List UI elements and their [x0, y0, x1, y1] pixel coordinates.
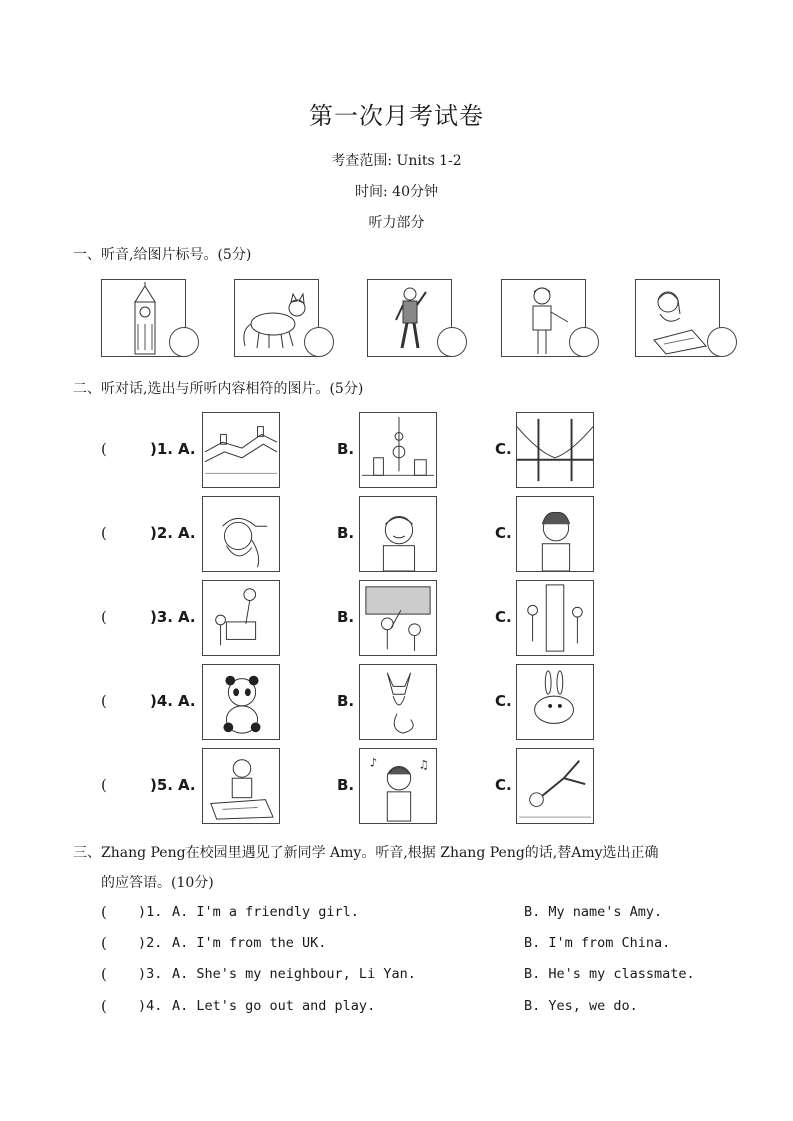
classroom-hand-up-illustration [360, 581, 436, 655]
option-label-a: A. [178, 692, 196, 710]
page-title: 第一次月考试卷 [309, 102, 484, 130]
answer-circle[interactable] [437, 327, 467, 357]
option-a-text: A. She's my neighbour, Li Yan. [172, 966, 416, 982]
svg-text:♫: ♫ [418, 757, 429, 772]
s1-picture-cat [234, 279, 334, 359]
answer-circle[interactable] [707, 327, 737, 357]
exam-time: 时间: 40分钟 [355, 184, 438, 200]
rabbit-illustration [517, 665, 593, 739]
answer-bracket-open[interactable]: ( [101, 903, 107, 921]
boy-drawing-illustration [203, 749, 279, 823]
boy-singing-illustration [360, 749, 436, 823]
option-picture-fox[interactable] [359, 664, 437, 740]
question-number: )4. [138, 998, 163, 1014]
option-label-a: A. [178, 608, 196, 626]
option-b-text: B. I'm from China. [524, 935, 671, 951]
option-label-c: C. [495, 440, 512, 458]
question-number: )2. [150, 524, 173, 542]
girl-cap-illustration [203, 497, 279, 571]
carrying-box-illustration [203, 581, 279, 655]
answer-bracket-open[interactable]: ( [101, 965, 107, 983]
option-picture-dancing[interactable] [516, 748, 594, 824]
option-label-c: C. [495, 692, 512, 710]
answer-bracket-open[interactable]: ( [101, 524, 107, 542]
option-picture-boy-smiling[interactable] [359, 496, 437, 572]
option-label-b: B. [337, 440, 355, 458]
answer-circle[interactable] [169, 327, 199, 357]
option-label-a: A. [178, 440, 196, 458]
answer-circle[interactable] [569, 327, 599, 357]
question-number: )1. [150, 440, 173, 458]
option-label-b: B. [337, 692, 355, 710]
option-label-c: C. [495, 608, 512, 626]
panda-illustration [203, 665, 279, 739]
question-number: )1. [138, 904, 163, 920]
option-b-text: B. My name's Amy. [524, 904, 663, 920]
option-picture-boy-singing[interactable] [359, 748, 437, 824]
option-label-b: B. [337, 524, 355, 542]
option-picture-panda[interactable] [202, 664, 280, 740]
svg-text:♪: ♪ [369, 755, 378, 770]
option-picture-tv-tower[interactable] [359, 412, 437, 488]
boy-curly-hair-illustration [517, 497, 593, 571]
option-a-text: A. Let's go out and play. [172, 998, 376, 1014]
part-heading: 听力部分 [368, 215, 425, 231]
option-label-b: B. [337, 776, 355, 794]
children-at-door-illustration [517, 581, 593, 655]
option-b-text: B. He's my classmate. [524, 966, 695, 982]
section3-heading: 三、Zhang Peng在校园里遇见了新同学 Amy。听音,根据 Zhang Peng的话,替Amy选出正确 [73, 845, 659, 861]
answer-bracket-open[interactable]: ( [101, 608, 107, 626]
question-number: )3. [150, 608, 173, 626]
s1-picture-pointing-woman [501, 279, 601, 359]
great-wall-illustration [203, 413, 279, 487]
answer-bracket-open[interactable]: ( [101, 934, 107, 952]
answer-bracket-open[interactable]: ( [101, 776, 107, 794]
tv-tower-illustration [360, 413, 436, 487]
answer-bracket-open[interactable]: ( [101, 997, 107, 1015]
answer-bracket-open[interactable]: ( [101, 692, 107, 710]
option-label-a: A. [178, 524, 196, 542]
s1-picture-big-ben [101, 279, 201, 359]
question-number: )3. [138, 966, 163, 982]
question-number: )5. [150, 776, 173, 794]
answer-bracket-open[interactable]: ( [101, 440, 107, 458]
option-picture-girl-cap[interactable] [202, 496, 280, 572]
section3-heading-cont: 的应答语。(10分) [101, 875, 214, 891]
option-a-text: A. I'm from the UK. [172, 935, 327, 951]
section2-heading: 二、听对话,选出与所听内容相符的图片。(5分) [73, 381, 364, 397]
option-picture-classroom-hand-up[interactable] [359, 580, 437, 656]
s1-picture-waving-man [367, 279, 467, 359]
option-picture-carrying-box[interactable] [202, 580, 280, 656]
s1-picture-girl-reading [635, 279, 739, 359]
option-picture-rabbit[interactable] [516, 664, 594, 740]
option-label-a: A. [178, 776, 196, 794]
option-label-b: B. [337, 608, 355, 626]
question-number: )4. [150, 692, 173, 710]
option-label-c: C. [495, 524, 512, 542]
option-picture-great-wall[interactable] [202, 412, 280, 488]
option-label-c: C. [495, 776, 512, 794]
answer-circle[interactable] [304, 327, 334, 357]
option-picture-children-at-door[interactable] [516, 580, 594, 656]
question-number: )2. [138, 935, 163, 951]
option-picture-boy-curly-hair[interactable] [516, 496, 594, 572]
exam-scope: 考查范围: Units 1-2 [331, 153, 462, 169]
bridge-illustration [517, 413, 593, 487]
option-picture-boy-drawing[interactable] [202, 748, 280, 824]
fox-illustration [360, 665, 436, 739]
option-b-text: B. Yes, we do. [524, 998, 638, 1014]
boy-smiling-illustration [360, 497, 436, 571]
section1-heading: 一、听音,给图片标号。(5分) [73, 247, 252, 263]
option-picture-bridge[interactable] [516, 412, 594, 488]
dancing-illustration [517, 749, 593, 823]
option-a-text: A. I'm a friendly girl. [172, 904, 359, 920]
